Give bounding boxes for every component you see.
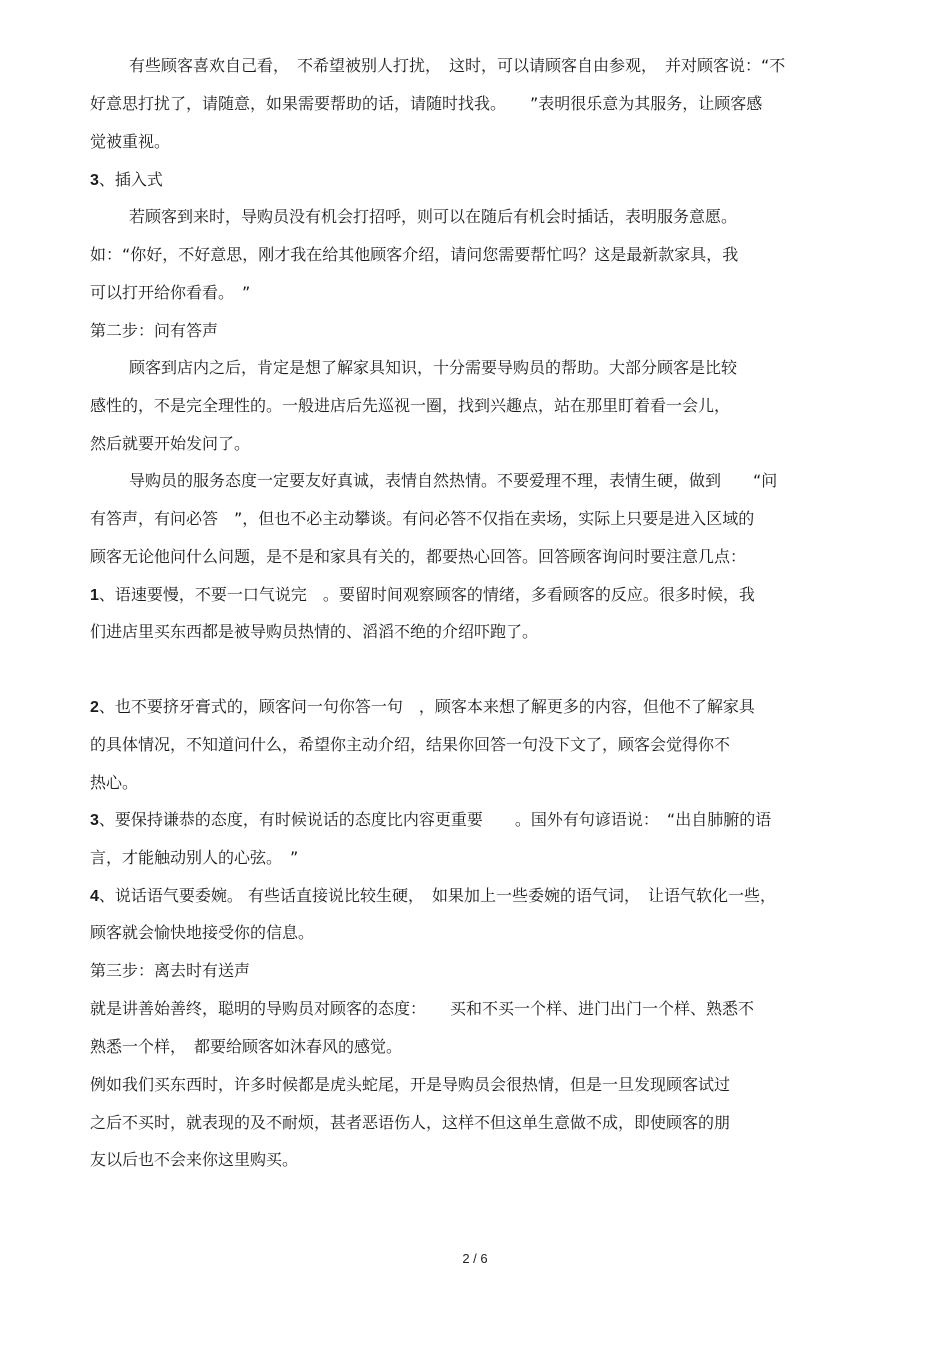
text-line: 有答声，有问必答 ”，但也不必主动攀谈。有问必答不仅指在卖场，实际上只要是进入区域的 xyxy=(90,509,755,528)
list-item-text: 3、要保持谦恭的态度，有时候说话的态度比内容更重要 。国外有句谚语说： “出自肺腑的语 xyxy=(90,810,772,829)
text-line: 觉被重视。 xyxy=(90,132,171,151)
text-line: 如：“你好，不好意思，刚才我在给其他顾客介绍，请问您需要帮忙吗？这是最新款家具，我 xyxy=(90,245,739,264)
list-item-text: 1、语速要慢，不要一口气说完 。要留时间观察顾客的情绪，多看顾客的反应。很多时候，我 xyxy=(90,585,755,604)
section-heading: 3、插入式 xyxy=(90,170,163,189)
list-number: 3 xyxy=(90,812,99,829)
text-line: 熟悉一个样， 都要给顾客如沐春风的感觉。 xyxy=(90,1037,403,1056)
text-line: 若顾客到来时，导购员没有机会打招呼，则可以在随后有机会时插话，表明服务意愿。 xyxy=(129,207,738,226)
list-item-text: 2、也不要挤牙膏式的，顾客问一句你答一句 ，顾客本来想了解更多的内容，但他不了解家具 xyxy=(90,697,755,716)
text-line: 就是讲善始善终，聪明的导购员对顾客的态度： 买和不买一个样、进门出门一个样、熟悉不 xyxy=(90,999,755,1018)
text-line: 热心。 xyxy=(90,773,139,792)
text-line: 有些顾客喜欢自己看， 不希望被别人打扰， 这时，可以请顾客自由参观， 并对顾客说：“不 xyxy=(129,56,786,75)
list-number: 3 xyxy=(90,172,99,189)
text-line: 的具体情况，不知道问什么，希望你主动介绍，结果你回答一句没下文了，顾客会觉得你不 xyxy=(90,735,731,754)
list-number: 4 xyxy=(90,888,99,905)
step-heading: 第三步：离去时有送声 xyxy=(90,961,251,980)
text-line: 可以打开给你看看。 ” xyxy=(90,283,251,302)
text-line: 顾客无论他问什么问题，是不是和家具有关的，都要热心回答。回答顾客询问时要注意几点： xyxy=(90,547,747,566)
text-line: 之后不买时，就表现的及不耐烦，甚者恶语伤人，这样不但这单生意做不成，即使顾客的朋 xyxy=(90,1113,731,1132)
text-line: 友以后也不会来你这里购买。 xyxy=(90,1150,299,1169)
page-number: 2 / 6 xyxy=(462,1251,488,1266)
list-number: 1 xyxy=(90,587,99,604)
text-line: 例如我们买东西时，许多时候都是虎头蛇尾，开是导购员会很热情，但是一旦发现顾客试过 xyxy=(90,1075,731,1094)
text-line: 言，才能触动别人的心弦。 ” xyxy=(90,848,299,867)
text-line: 导购员的服务态度一定要友好真诚，表情自然热情。不要爱理不理，表情生硬，做到 “问 xyxy=(129,471,778,490)
text-line: 们进店里买东西都是被导购员热情的、滔滔不绝的介绍吓跑了。 xyxy=(90,622,539,641)
text-line: 然后就要开始发问了。 xyxy=(90,434,251,453)
step-heading: 第二步：问有答声 xyxy=(90,321,219,340)
text-line: 感性的，不是完全理性的。一般进店后先巡视一圈，找到兴趣点，站在那里盯着看一会儿， xyxy=(90,396,731,415)
text-line: 顾客就会愉快地接受你的信息。 xyxy=(90,923,315,942)
list-item-text: 4、说话语气要委婉。 有些话直接说比较生硬， 如果加上一些委婉的语气词， 让语气软化一些， xyxy=(90,886,776,905)
text-line: 顾客到店内之后，肯定是想了解家具知识，十分需要导购员的帮助。大部分顾客是比较 xyxy=(129,358,738,377)
list-number: 2 xyxy=(90,699,99,716)
text-line: 好意思打扰了，请随意，如果需要帮助的话，请随时找我。 ”表明很乐意为其服务，让顾客感 xyxy=(90,94,763,113)
